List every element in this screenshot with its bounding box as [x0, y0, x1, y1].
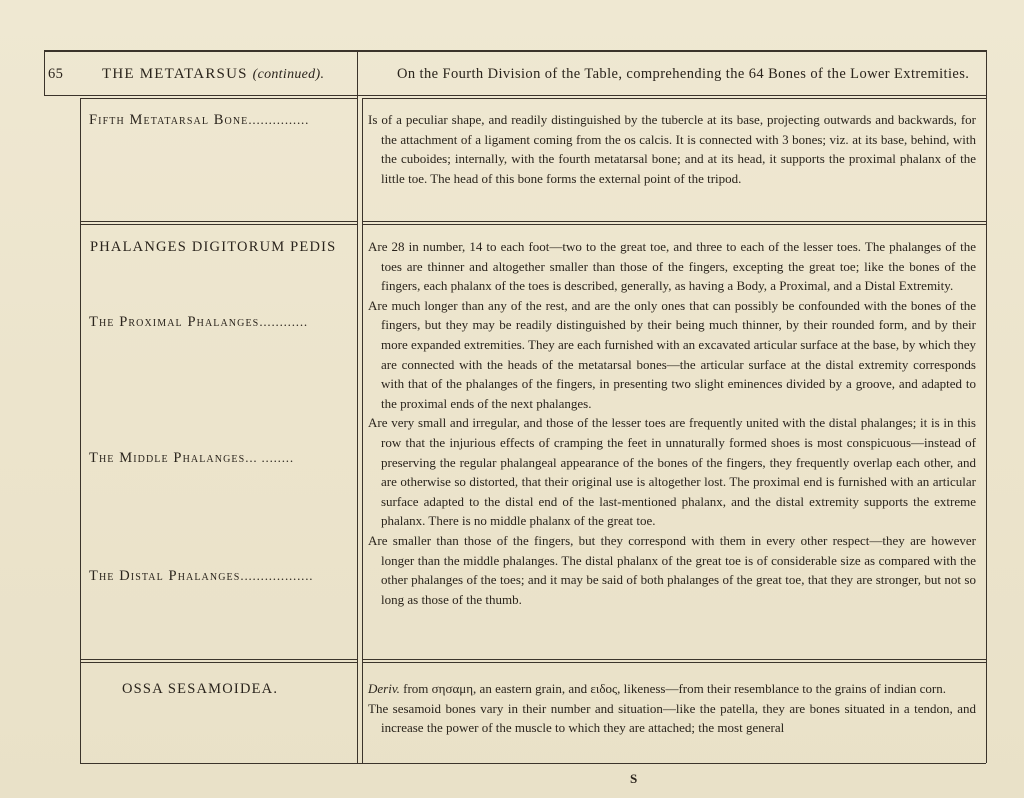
sesamoidea-paragraph: The sesamoid bones vary in their number and situation—like the patella, they are bones situated in a tendon, and increase the power of the muscle to which they are attached; the most general: [368, 700, 976, 736]
phalanges-descriptions: [368, 237, 976, 609]
section-rule-2a: [80, 659, 357, 660]
middle-phalanges-text: Are very small and irregular, and those of the lesser toes are frequently united with the distal phalanges; it is in this row that the injurious effects of cramping the feet in unnaturally formed shoes is most conspicuous—instead of preserving the regular phalangeal appearance of the bones of the fingers, they frequently overlap each other, and are otherwise so distorted, that their original use is altogether lost. The proximal end is furnished with an articular surface adapted to the distal end of the last-mentioned phalanx, and the distal extremity supports the extreme phalanx. There is no middle phalanx of the great toe.: [368, 415, 976, 529]
derivation-label: Deriv.: [368, 681, 400, 696]
phalanges-section-title: PHALANGES DIGITORUM PEDIS: [90, 239, 337, 255]
distal-phalanges-label: [89, 568, 347, 585]
running-title-main: THE METATARSUS: [102, 66, 248, 82]
fifth-metatarsal-description: [368, 110, 976, 188]
distal-phalanges-label-text: The Distal Phalanges: [89, 568, 241, 584]
proximal-phalanges-label-text: The Proximal Phalanges: [89, 314, 260, 330]
page-number: 65: [48, 66, 64, 82]
section-rule-1a: [80, 221, 357, 222]
proximal-phalanges-label: [89, 314, 347, 331]
table-top-rule: [44, 50, 986, 52]
section-rule-2c: [362, 659, 986, 660]
derivation-text: from σησαμη, an eastern grain, and ειδος, likeness—from their resemblance to the grains of indian corn.: [403, 681, 946, 696]
section-rule-1d: [362, 224, 986, 225]
phalanges-intro: Are 28 in number, 14 to each foot—two to the great toe, and three to each of the lesser toes. The phalanges of the toes are thinner and altogether smaller than those of the fingers, excepting the great toe; like the bones of the fingers, each phalanx of the toes is described, generally, as having a Body, a Proximal, and a Distal Extremity.: [368, 239, 976, 294]
header-rule-under-right: [362, 98, 986, 99]
mid-rule-left: [357, 50, 358, 763]
middle-phalanges-label: [89, 450, 347, 467]
table-bottom-rule: [80, 763, 986, 764]
proximal-phalanges-text: Are much longer than any of the rest, and are the only ones that can possibly be confounded with the bones of the fingers, but they may be readily distinguished by their being much thinner, by their rounded form, and by their more expanded extremities. They are each furnished with an excavated articular surface at the base, by which they are connected with the heads of the metatarsal bones—the articular surface at the distal extremity corresponds with that of the phalanges of the fingers, in presenting two slight eminences divided by a groove, and adapted to the proximal ends of the next phalanges.: [368, 297, 976, 411]
fifth-metatarsal-paragraph: Is of a peculiar shape, and readily distinguished by the tubercle at its base, projecting outwards and backwards, for the attachment of a ligament coming from the os calcis. It is connected with 3 bones; viz. at its base, behind, with the cuboides; internally, with the fourth metatarsal bone; and at its head, it supports the proximal phalanx of the little toe. The head of this bone forms the external point of the tripod.: [368, 112, 976, 186]
distal-phalanges-text: Are smaller than those of the fingers, but they correspond with them in every other respect—they are however longer than the middle phalanges. The distal phalanx of the great toe is of considerable size as compared with the other phalanges of the toes; and it may be said of both phalanges of the great toe, that they are stronger, but not so long as those of the thumb.: [368, 532, 976, 607]
leader-dots: ...............: [248, 112, 310, 127]
sesamoidea-description: [368, 679, 976, 738]
section-rule-2b: [80, 662, 357, 663]
right-outer-rule: [986, 50, 987, 763]
running-title: [102, 66, 324, 83]
fifth-metatarsal-label-text: Fifth Metatarsal Bone: [89, 112, 249, 128]
left-outer-rule: [44, 50, 45, 96]
section-rule-1b: [80, 224, 357, 225]
left-inner-rule: [80, 98, 81, 763]
signature-mark: S: [630, 771, 639, 786]
header-rule-under-left: [80, 98, 357, 99]
fifth-metatarsal-label: [89, 112, 347, 129]
division-heading: On the Fourth Division of the Table, comprehending the 64 Bones of the Lower Extremities.: [397, 66, 970, 82]
sesamoidea-derivation: [368, 679, 976, 699]
mid-rule-right: [362, 98, 363, 763]
leader-dots: ... ........: [245, 450, 294, 465]
leader-dots: ............: [259, 314, 308, 329]
middle-phalanges-label-text: The Middle Phalanges: [89, 450, 246, 466]
leader-dots: ..................: [240, 568, 314, 583]
section-rule-2d: [362, 662, 986, 663]
sesamoidea-section-title: OSSA SESAMOIDEA.: [122, 681, 279, 697]
section-rule-1c: [362, 221, 986, 222]
running-title-continued: (continued).: [252, 67, 325, 82]
header-rule: [44, 95, 986, 96]
